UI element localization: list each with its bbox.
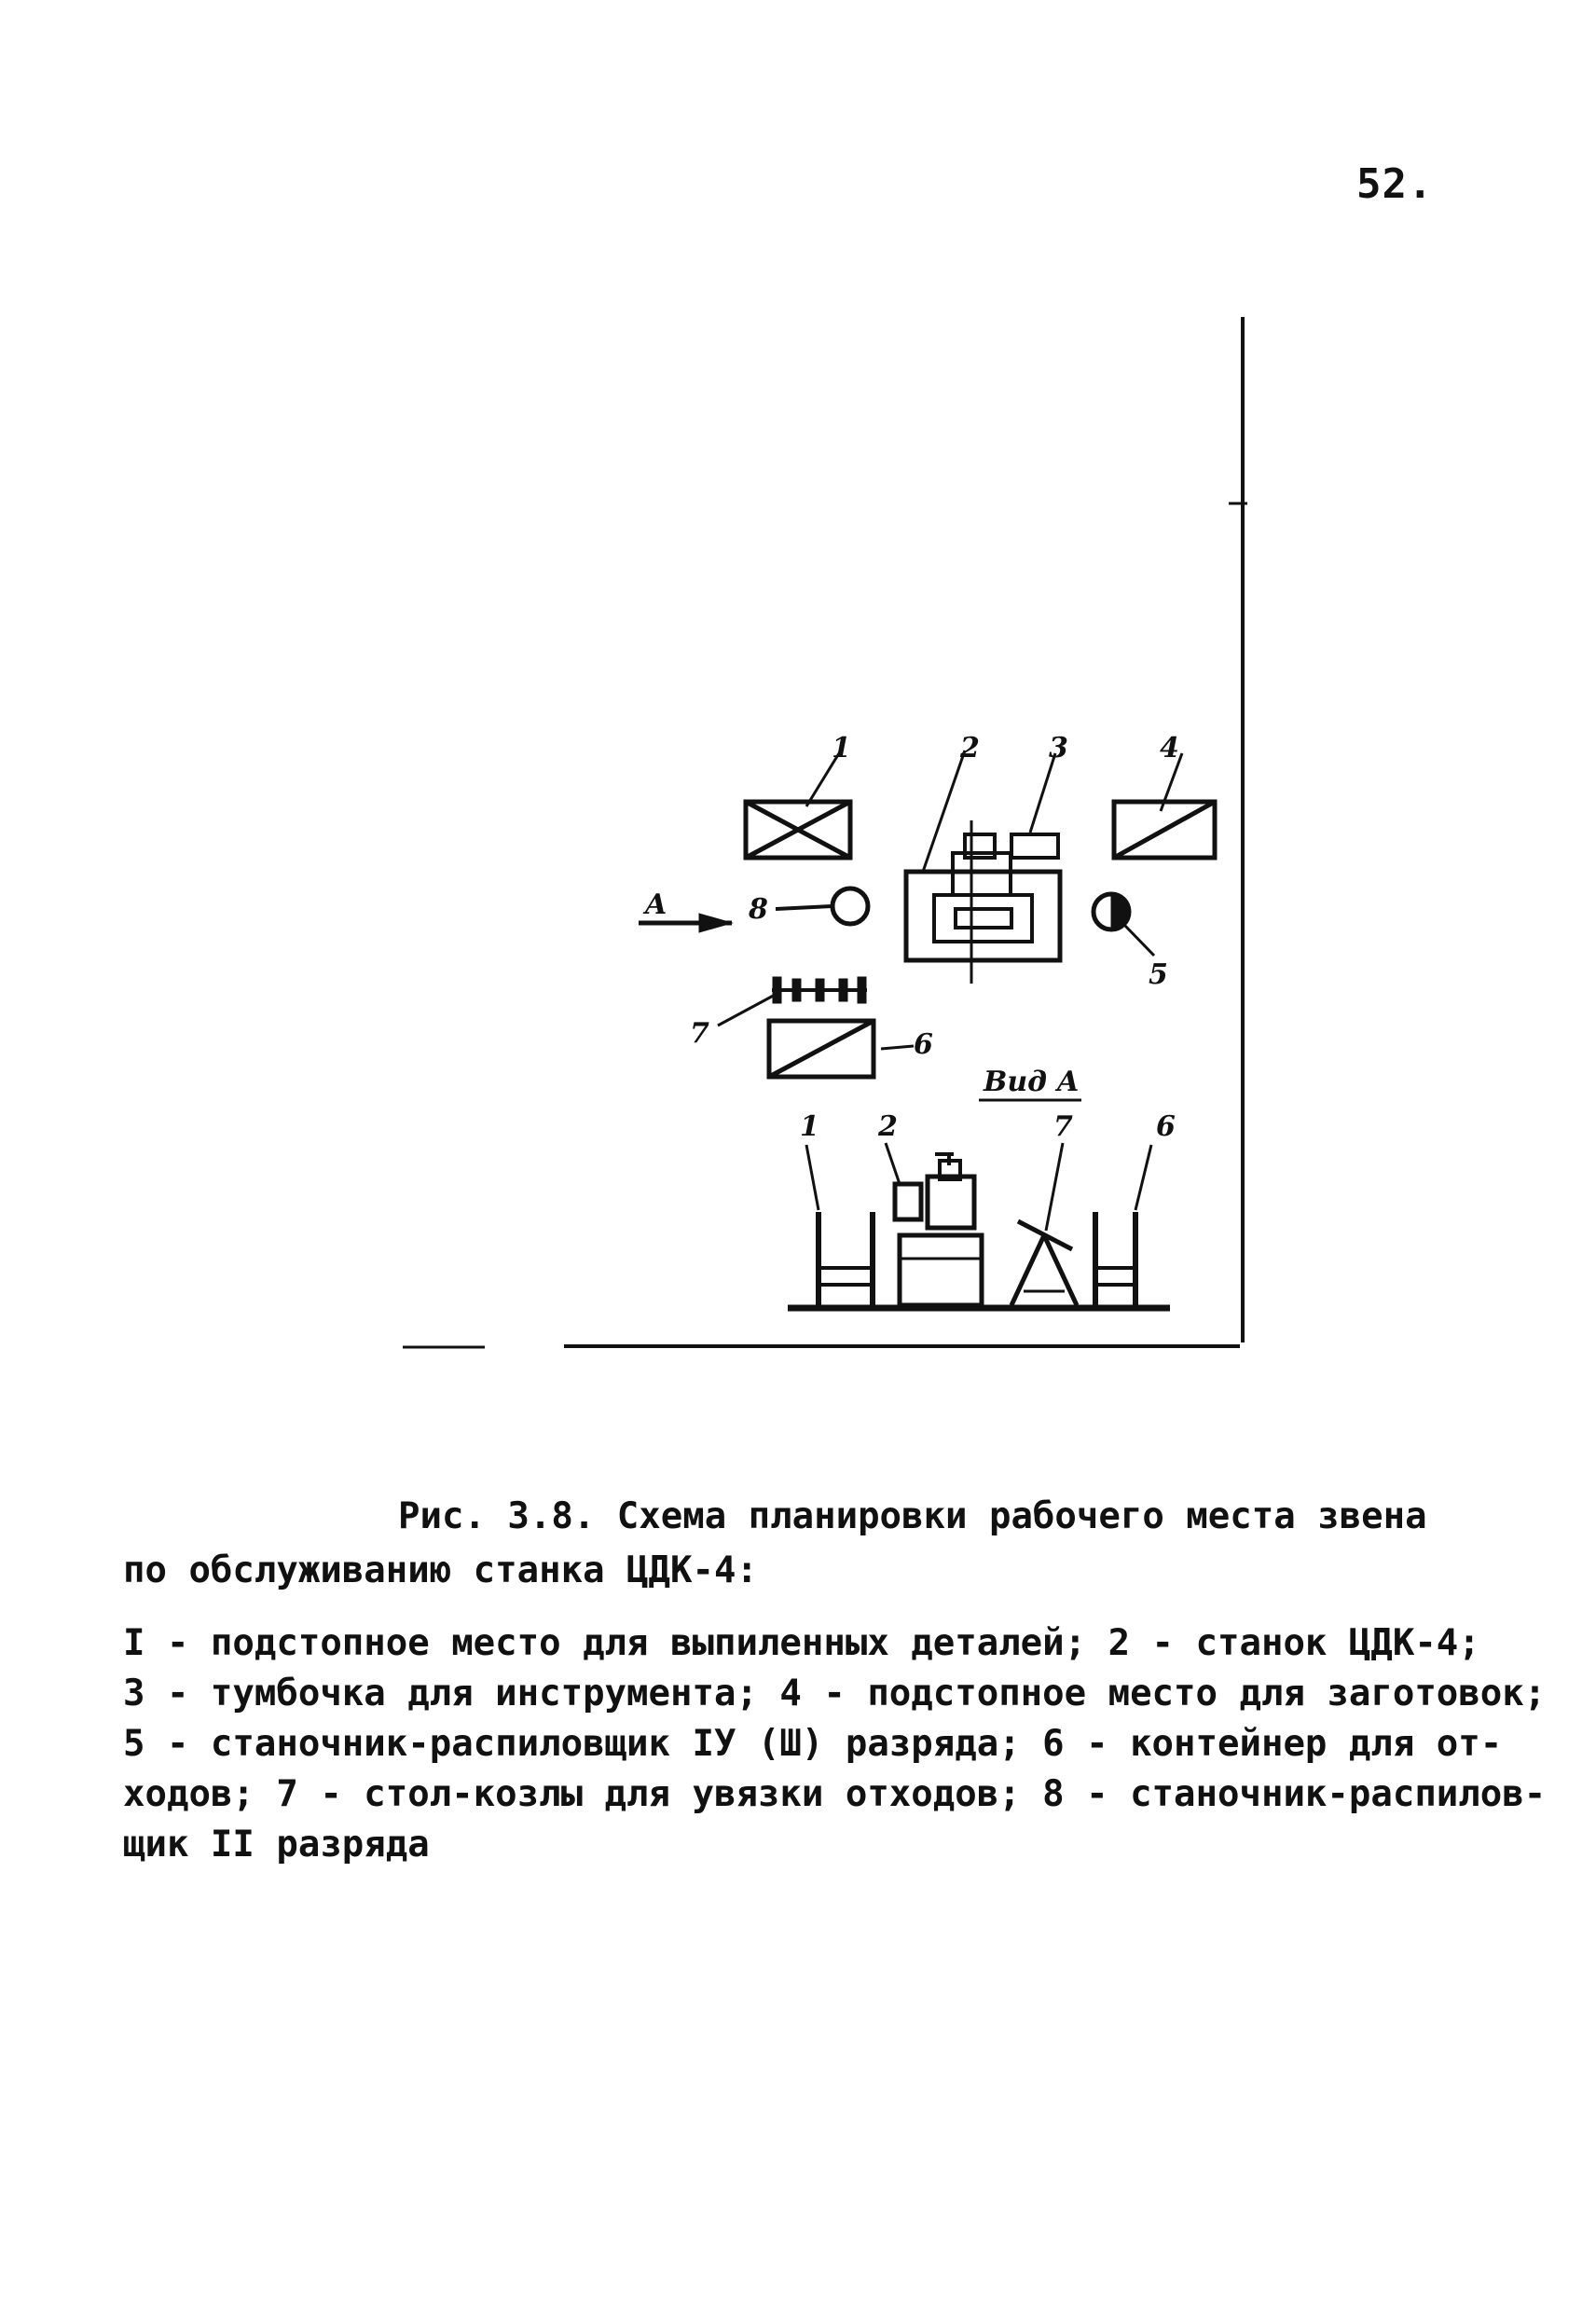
view-container-6 <box>1095 1145 1151 1305</box>
caption-title-line1: Рис. 3.8. Схема планировки рабочего места звена <box>398 1495 1427 1537</box>
stack-4-blanks <box>1114 753 1215 858</box>
plan-label-5: 5 <box>1149 958 1168 991</box>
plan-label-4: 4 <box>1160 732 1179 764</box>
legend-line: 3 - тумбочка для инструмента; 4 - подстопное место для заготовок; <box>123 1673 1547 1714</box>
view-sawhorse-7 <box>1011 1143 1077 1305</box>
plan-label-3: 3 <box>1049 732 1068 764</box>
figure-caption <box>123 1490 1547 1870</box>
page-number: 52. <box>1356 160 1434 208</box>
plan-label-1: 1 <box>832 732 851 764</box>
plan-label-8: 8 <box>749 893 768 926</box>
view-machine-2 <box>886 1143 982 1305</box>
legend-line: щик II разряда <box>123 1824 430 1866</box>
view-a-elevation <box>788 1143 1170 1308</box>
view-label-1: 1 <box>800 1110 819 1143</box>
sawhorse-7-plan <box>718 977 867 1026</box>
worker-8-assistant <box>776 888 868 924</box>
stack-1-finished-parts <box>746 753 850 858</box>
machine-2-cdk4 <box>906 750 1060 984</box>
plan-label-2: 2 <box>960 732 980 764</box>
legend-line: 5 - станочник-распиловщик IУ (Ш) разряда; 6 - контейнер для от- <box>123 1723 1503 1765</box>
plan-label-7: 7 <box>690 1017 709 1050</box>
view-label-7: 7 <box>1053 1110 1073 1143</box>
frame-lines <box>403 317 1247 1347</box>
cabinet-3-tools <box>1011 753 1058 858</box>
container-6-waste <box>769 1021 914 1077</box>
caption-title-line2: по обслуживанию станка ЦДК-4: <box>123 1549 758 1591</box>
legend-line: I - подстопное место для выпиленных деталей; 2 - станок ЦДК-4; <box>123 1622 1480 1664</box>
view-a-label: Вид А <box>984 1066 1080 1098</box>
view-stack-1 <box>806 1145 873 1305</box>
worker-5-operator <box>1094 894 1154 956</box>
legend-line: ходов; 7 - стол-козлы для увязки отходов; 8 - станочник-распилов- <box>123 1773 1547 1815</box>
plan-label-6: 6 <box>914 1028 933 1061</box>
view-label-2: 2 <box>878 1110 898 1143</box>
arrow-a-label: A <box>645 888 667 921</box>
caption-legend <box>123 1618 1547 1870</box>
view-label-6: 6 <box>1156 1110 1176 1143</box>
